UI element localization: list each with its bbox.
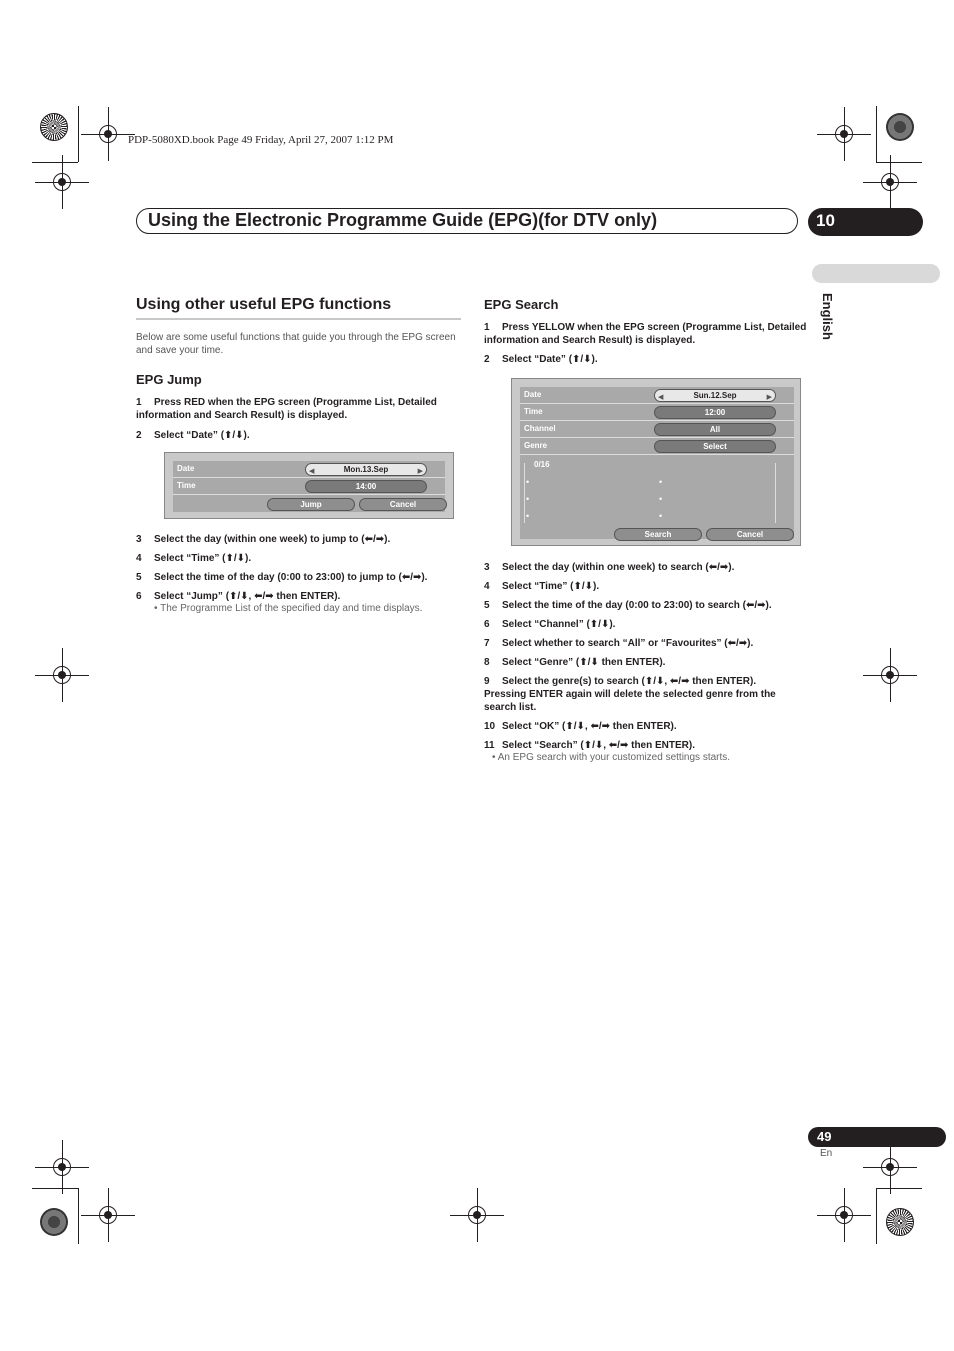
color-target-icon [886,1208,914,1236]
epg-jump-heading: EPG Jump [136,372,202,387]
gray-target-icon [40,1208,68,1236]
cancel-button[interactable]: Cancel [706,528,794,541]
epg-search-heading: EPG Search [484,297,559,312]
time-value[interactable]: 14:00 [305,480,427,493]
step: 10 Select “OK” (⬆/⬇, ⬅/➡ then ENTER). [484,721,677,732]
step: 7 Select whether to search “All” or “Favourites” (⬅/➡). [484,638,754,649]
jump-button[interactable]: Jump [267,498,355,511]
step: 3 Select the day (within one week) to search (⬅/➡). [484,562,735,573]
genre-slot: • [526,477,530,487]
search-note: • An EPG search with your customized settings starts. [492,752,731,763]
step: 2 Select “Date” (⬆/⬇). [136,430,250,441]
jump-steps-a [136,396,456,442]
genre-slot: • [526,494,530,504]
step: 5 Select the time of the day (0:00 to 23:00) to search (⬅/➡). [484,600,772,611]
step: 4 Select “Time” (⬆/⬇). [484,581,600,592]
step: 6 Select “Jump” (⬆/⬇, ⬅/➡ then ENTER). [136,591,341,602]
genre-slot: • [659,494,663,504]
date-value[interactable]: ◀ Sun.12.Sep ▶ [654,389,776,402]
language-tab [812,264,940,283]
gray-target-icon [886,113,914,141]
page-language: En [820,1148,833,1159]
page-number-badge [808,1127,946,1147]
jump-note: • The Programme List of the specified day and time displays. [154,603,423,614]
search-steps-b [484,561,814,763]
genre-row: Genre Select [520,438,794,455]
section-heading: Using other useful EPG functions [136,296,392,313]
genre-list [524,463,776,523]
chapter-number-badge [808,208,923,236]
time-row: Time 14:00 [173,478,445,495]
language-label: English [820,293,835,340]
step: 4 Select “Time” (⬆/⬇). [136,553,252,564]
time-row: Time 12:00 [520,404,794,421]
date-row: Date ◀ Sun.12.Sep ▶ [520,387,794,404]
step: 6 Select “Channel” (⬆/⬇). [484,619,616,630]
step: 8 Select “Genre” (⬆/⬇ then ENTER). [484,657,666,668]
chapter-number: 10 [816,211,835,230]
cancel-button[interactable]: Cancel [359,498,447,511]
jump-steps-b [136,533,466,614]
color-target-icon [40,113,68,141]
search-button[interactable]: Search [614,528,702,541]
epg-jump-screen [164,452,454,519]
epg-search-screen [511,378,801,546]
date-value[interactable]: ◀ Mon.13.Sep ▶ [305,463,427,476]
time-value[interactable]: 12:00 [654,406,776,419]
section-intro: Below are some useful functions that guide you through the EPG screen and save your time. [136,332,456,356]
genre-slot: • [659,511,663,521]
genre-value[interactable]: Select [654,440,776,453]
channel-value[interactable]: All [654,423,776,436]
step: 3 Select the day (within one week) to jump to (⬅/➡). [136,534,391,545]
book-line: PDP-5080XD.book Page 49 Friday, April 27, 2007 1:12 PM [128,134,394,146]
genre-slot: • [659,477,663,487]
chapter-title: Using the Electronic Programme Guide (EPG)(for DTV only) [148,210,658,230]
page-number: 49 [817,1129,832,1144]
genre-slot: • [526,511,530,521]
step: 9 Select the genre(s) to search (⬆/⬇, ⬅/➡ then ENTER). [484,676,757,687]
step: 1 Press RED when the EPG screen (Programme List, Detailed information and Search Result) is displayed. [136,397,437,421]
search-steps-a [484,321,810,366]
step: 11 Select “Search” (⬆/⬇, ⬅/➡ then ENTER). [484,740,695,751]
step: 5 Select the time of the day (0:00 to 23:00) to jump to (⬅/➡). [136,572,428,583]
section-rule [136,318,461,320]
step-continuation: Pressing ENTER again will delete the selected genre from the search list. [484,689,776,713]
genre-count: 0/16 [534,460,550,469]
channel-row: Channel All [520,421,794,438]
step: 2 Select “Date” (⬆/⬇). [484,354,598,365]
date-row: Date ◀ Mon.13.Sep ▶ [173,461,445,478]
step: 1 Press YELLOW when the EPG screen (Programme List, Detailed information and Search Result) is displayed. [484,322,807,346]
